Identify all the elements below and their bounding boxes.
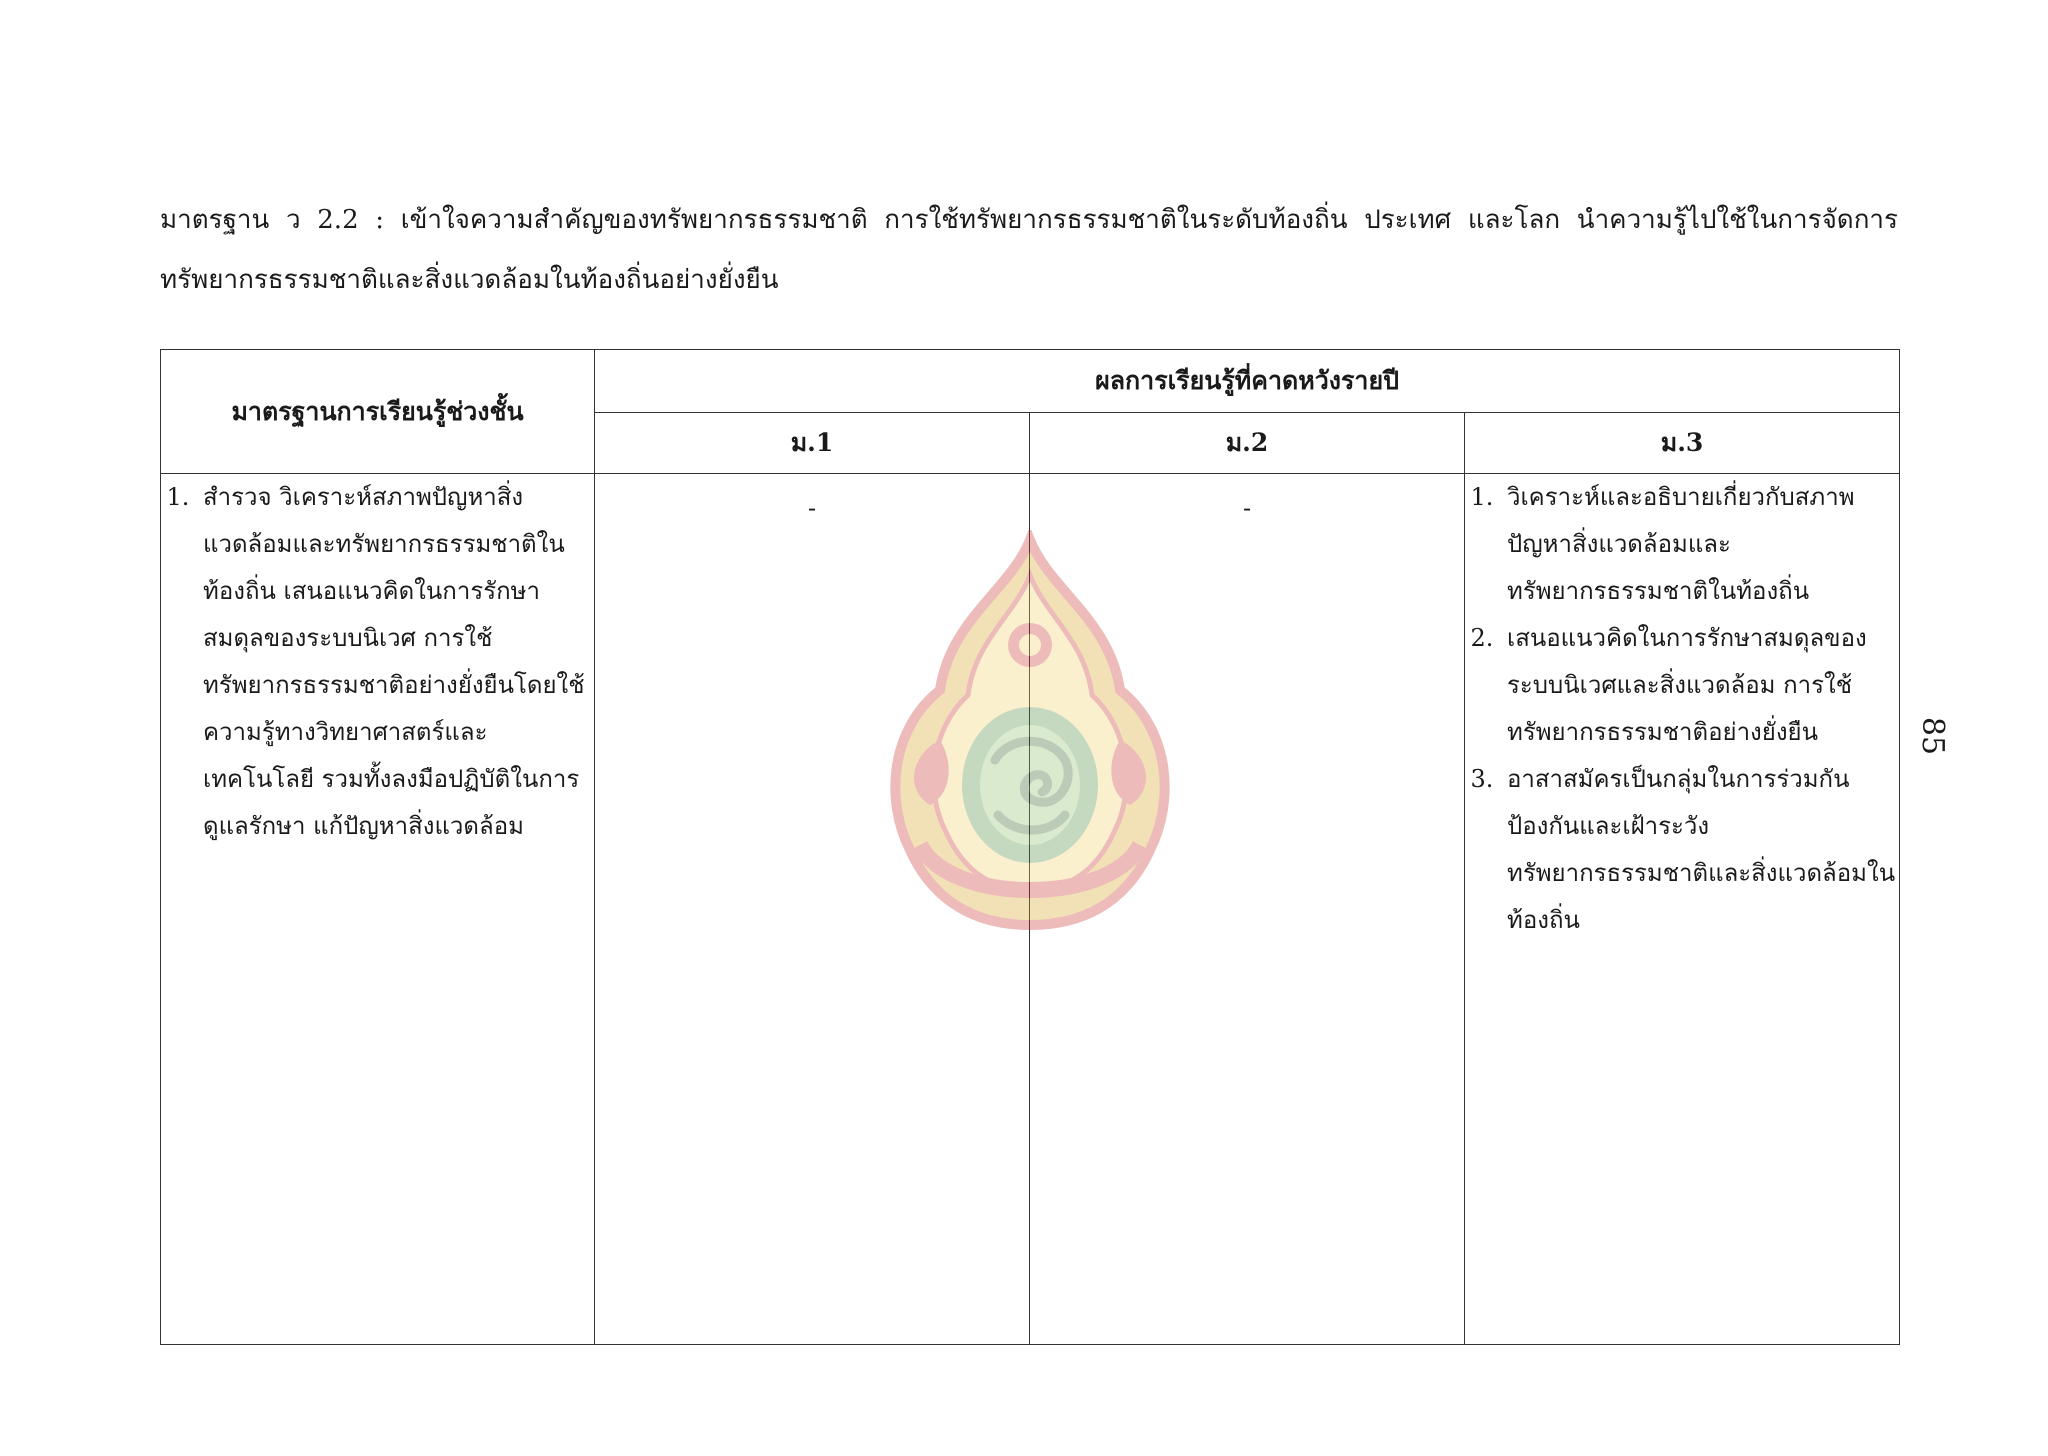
m1-empty-dash: - bbox=[807, 494, 817, 522]
m3-items-list bbox=[1465, 474, 1899, 944]
table-header-row-1 bbox=[161, 350, 1900, 413]
table-row bbox=[161, 474, 1900, 1345]
header-grade-m2: ม.2 bbox=[1030, 413, 1465, 474]
m2-empty-dash: - bbox=[1242, 494, 1252, 522]
standard-heading bbox=[160, 190, 1898, 310]
header-grade-m1: ม.1 bbox=[595, 413, 1030, 474]
standard-items-cell bbox=[161, 474, 595, 1345]
m2-cell bbox=[1030, 474, 1465, 1345]
list-item: 1. สำรวจ วิเคราะห์สภาพปัญหาสิ่งแวดล้อมและทรัพยากรธรรมชาติในท้องถิ่น เสนอแนวคิดในการรักษาสมดุลของระบบนิเวศ การใช้ทรัพยากรธรรมชาติอย่างยั่งยืนโดยใช้ความรู้ทางวิทยาศาสตร์และเทคโนโลยี รวมทั้งลงมือปฏิบัติในการดูแลรักษา แก้ปัญหาสิ่งแวดล้อม bbox=[197, 474, 594, 850]
list-item: 3. อาสาสมัครเป็นกลุ่มในการร่วมกันป้องกันและเฝ้าระวังทรัพยากรธรรมชาติและสิ่งแวดล้อมในท้องถิ่น bbox=[1501, 756, 1899, 944]
list-item: 2. เสนอแนวคิดในการรักษาสมดุลของระบบนิเวศและสิ่งแวดล้อม การใช้ทรัพยากรธรรมชาติอย่างยั่งยืน bbox=[1501, 615, 1899, 756]
header-main-standard: มาตรฐานการเรียนรู้ช่วงชั้น bbox=[161, 350, 595, 474]
learning-standards-table bbox=[160, 349, 1900, 1345]
standard-items-list bbox=[161, 474, 594, 850]
m1-cell bbox=[595, 474, 1030, 1345]
page-number: 85 bbox=[1915, 716, 1950, 756]
header-grade-m3: ม.3 bbox=[1465, 413, 1900, 474]
standard-line-1: มาตรฐาน ว 2.2 : เข้าใจความสำคัญของทรัพยากรธรรมชาติ การใช้ทรัพยากรธรรมชาติในระดับท้องถิ่น ประเทศ และโลก นำความรู้ไปใช้ในการจัดการ bbox=[160, 205, 1898, 235]
list-item: 1. วิเคราะห์และอธิบายเกี่ยวกับสภาพปัญหาสิ่งแวดล้อมและทรัพยากรธรรมชาติในท้องถิ่น bbox=[1501, 474, 1899, 615]
header-expected-outcomes: ผลการเรียนรู้ที่คาดหวังรายปี bbox=[595, 350, 1900, 413]
standard-line-2: ทรัพยากรธรรมชาติและสิ่งแวดล้อมในท้องถิ่นอย่างยั่งยืน bbox=[160, 265, 779, 295]
m3-cell bbox=[1465, 474, 1900, 1345]
